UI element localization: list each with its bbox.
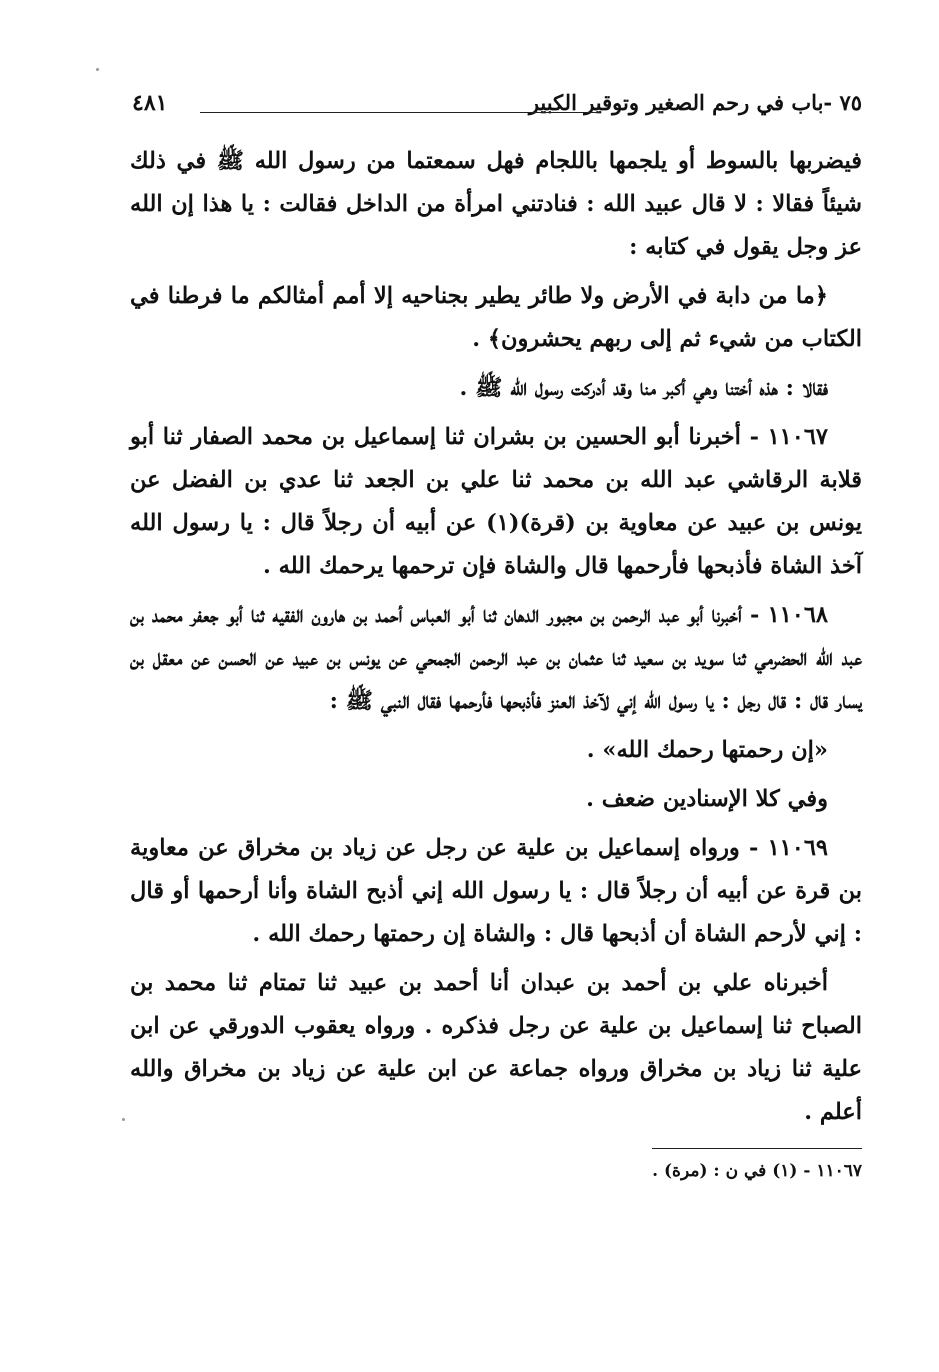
page-number: ٤٨١	[132, 90, 168, 116]
hadith-11067: ١١٠٦٧ - أخبرنا أبو الحسين بن بشران ثنا إسماعيل بن محمد الصفار ثنا أبو قلابة الرقاشي عبد الله بن محمد ثنا علي بن الجعد ثنا عدي بن الفضل عن يونس بن عبيد عن معاوية بن (قرة)(١) عن أبيه أن رجلاً قال : يا رسول الله آخذ الشاة فأذبحها فأرحمها قال والشاة فإن ترحمها يرحمك الله .	[130, 424, 862, 579]
scan-speck	[122, 1118, 125, 1121]
page-header	[130, 84, 862, 128]
paragraph: فيضربها بالسوط أو يلجمها باللجام فهل سمعتما من رسول الله ﷺ في ذلك شيئاً فقالا : لا قال عبيد الله : فنادتني امرأة من الداخل فقالت : يا هذا إن الله عز وجل يقول في كتابه :	[130, 148, 862, 260]
running-title: ٧٥ -باب في رحم الصغير وتوقير الكبير	[528, 90, 862, 115]
hadith-11068: ١١٠٦٨ - أخبرنا أبو عبد الرحمن بن مجبور الدهان ثنا أبو العباس أحمد بن هارون الفقيه ثنا أبو جعفر محمد بن عبد الله الحضرمي ثنا سويد بن سعيد ثنا عثمان بن عبد الرحمن الجمحي عن يونس بن عبيد عن الحسن عن معقل بن يسار قال : قال رجل : يا رسول الله إني لآخذ العنز فأذبحها فأرحمها فقال النبي ﷺ :	[130, 602, 862, 714]
header-rule	[200, 112, 600, 113]
scan-speck	[96, 68, 99, 71]
paragraph: فقالا : هذه أختنا وهي أكبر منا وقد أدركت رسول الله ﷺ .	[459, 375, 828, 401]
footnote: ١١٠٦٧ - (١) في ن : (مرة) .	[652, 1161, 862, 1181]
book-page	[130, 84, 862, 1314]
hadith-11069: ١١٠٦٩ - ورواه إسماعيل بن علية عن رجل عن زياد بن مخراق عن معاوية بن قرة عن أبيه أن رجلاً قال : يا رسول الله إني أذبح الشاة وأنا أرحمها أو قال : إني لأرحم الشاة أن أذبحها قال : والشاة إن رحمتها رحمك الله .	[130, 835, 862, 947]
grading-note: وفي كلا الإسنادين ضعف .	[586, 786, 828, 812]
paragraph: أخبرناه علي بن أحمد بن عبدان أنا أحمد بن عبيد ثنا تمتام ثنا محمد بن الصباح ثنا إسماعيل بن علية عن رجل فذكره . ورواه يعقوب الدورقي عن ابن علية ثنا زياد بن مخراق ورواه جماعة عن ابن علية عن زياد بن مخراق والله أعلم .	[130, 970, 862, 1125]
quran-quote: ﴿ما من دابة في الأرض ولا طائر يطير بجناحيه إلا أمم أمثالكم ما فرطنا في الكتاب من شيء ثم إلى ربهم يحشرون﴾ .	[130, 283, 862, 352]
body-text	[130, 140, 862, 1134]
footnote-rule	[652, 1148, 862, 1149]
hadith-quote: «إن رحمتها رحمك الله» .	[586, 737, 828, 763]
